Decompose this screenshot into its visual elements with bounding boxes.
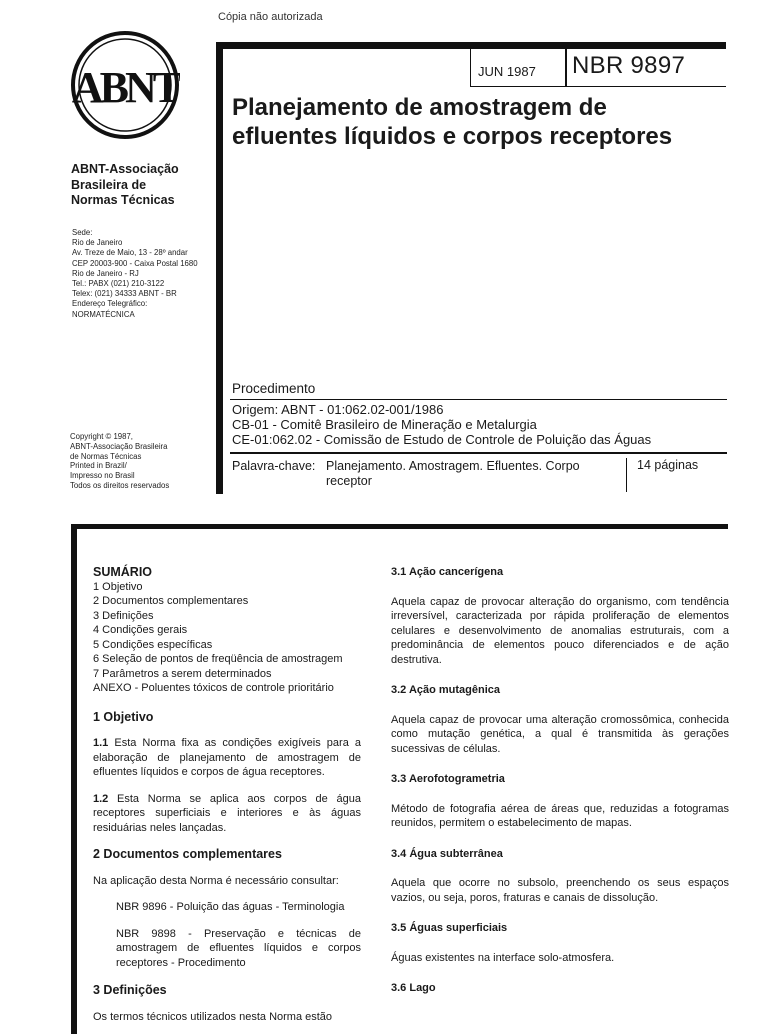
organization-name: ABNT-Associação Brasileira de Normas Técnicas — [71, 162, 179, 207]
frame-bar — [71, 524, 77, 1034]
paragraph: Os termos técnicos utilizados nesta Norma estão — [93, 1010, 333, 1023]
divider — [626, 458, 627, 492]
section-heading: 1 Objetivo — [93, 709, 154, 724]
document-type: Procedimento — [232, 381, 316, 396]
keywords-block — [232, 459, 622, 488]
frame-bar — [71, 524, 728, 529]
list-item: ANEXO - Poluentes tóxicos de controle prioritário — [93, 682, 334, 694]
definition-heading: 3.4 Água subterrânea — [391, 847, 503, 860]
definition-heading: 3.3 Aerofotogrametria — [391, 773, 505, 785]
watermark: Cópia não autorizada — [218, 11, 323, 23]
divider — [565, 49, 567, 87]
summary-title: SUMÁRIO — [93, 565, 153, 579]
list-item: 6 Seleção de pontos de freqüência de amostragem — [93, 653, 343, 665]
divider — [470, 49, 471, 87]
reference-item: NBR 9898 - Preservação e técnicas de amostragem de efluentes líquidos e corpos receptores - Procedimento — [116, 927, 361, 969]
keywords-label: Palavra-chave: — [232, 459, 316, 473]
summary-list — [93, 580, 361, 696]
definition-heading: 3.5 Águas superficiais — [391, 922, 508, 934]
list-item: 7 Parâmetros a serem determinados — [93, 667, 272, 680]
page-count: 14 páginas — [637, 458, 699, 472]
definition-text: Aquela que ocorre no subsolo, preenchendo os seus espaços vazios, ou seja, poros, fraturas e canais de dissolução. — [391, 877, 729, 904]
paragraph: Na aplicação desta Norma é necessário consultar: — [93, 874, 339, 887]
paragraph: 1.1 Esta Norma fixa as condições exigíveis para a elaboração de planejamento de amostragem de efluentes líquidos e corpos de água receptores. — [93, 737, 361, 778]
address-block: Sede: Rio de Janeiro Av. Treze de Maio, 13 - 28º andar CEP 20003-900 - Caixa Postal 1680 Rio de Janeiro - RJ Tel.: PABX (021) 210-3122 Telex: (021) 34333 ABNT - BR Endereço Telegráfico: NORMATÉCNICA — [72, 228, 198, 319]
definition-text: Águas existentes na interface solo-atmosfera. — [391, 951, 615, 964]
abnt-logo — [70, 30, 180, 140]
definition-text: Método de fotografia aérea de áreas que, reduzidas a fotogramas reunidos, permitem o estabelecimento de mapas. — [391, 802, 729, 829]
frame-bar — [216, 42, 223, 494]
paragraph: 1.2 Esta Norma se aplica aos corpos de água receptores superficiais e interiores e às águas residuárias neles lançadas. — [93, 792, 361, 834]
reference-item: NBR 9896 - Poluição das águas - Terminologia — [116, 901, 345, 913]
list-item: 4 Condições gerais — [93, 624, 188, 636]
right-column — [391, 565, 729, 996]
list-item: 1 Objetivo — [93, 580, 143, 593]
publication-date: JUN 1987 — [478, 64, 536, 79]
section-heading: 3 Definições — [93, 983, 167, 997]
definition-text: Aquela capaz de provocar alteração do organismo, com tendência irreversível, caracterizada por rápida proliferação de elementos celulares e desenvolvimento de anomalias estruturais, com a predominância de elementos pouco diferenciados e de ação destrutiva. — [391, 595, 729, 666]
left-column — [93, 565, 361, 1024]
divider — [230, 399, 727, 400]
origin-block: Origem: ABNT - 01:062.02-001/1986 CB-01 - Comitê Brasileiro de Mineração e Metalurgia CE-01:062.02 - Comissão de Estudo de Controle de Poluição das Águas — [232, 402, 652, 447]
copyright-block: Copyright © 1987, ABNT-Associação Brasileira de Normas Técnicas Printed in Brazil/ Impresso no Brasil Todos os direitos reservados — [70, 432, 170, 490]
definition-heading: 3.1 Ação cancerígena — [391, 566, 504, 578]
definition-text: Aquela capaz de provocar uma alteração cromossômica, conhecida como mutação genética, a qual é transmitida às gerações sucessivas de células. — [391, 713, 729, 755]
definition-heading: 3.6 Lago — [391, 982, 436, 994]
document-title: Planejamento de amostragem de efluentes líquidos e corpos receptores — [232, 94, 673, 150]
list-item: 3 Definições — [93, 609, 154, 622]
logo-text: ABNT — [71, 63, 179, 112]
frame-bar — [216, 42, 726, 49]
divider — [230, 452, 727, 454]
standard-number: NBR 9897 — [572, 52, 686, 79]
list-item: 2 Documentos complementares — [93, 595, 249, 607]
divider — [470, 86, 726, 87]
list-item: 5 Condições específicas — [93, 638, 213, 651]
keywords-value: Planejamento. Amostragem. Efluentes. Corpo receptor — [326, 459, 580, 488]
definition-heading: 3.2 Ação mutagênica — [391, 684, 501, 696]
section-heading: 2 Documentos complementares — [93, 847, 282, 861]
